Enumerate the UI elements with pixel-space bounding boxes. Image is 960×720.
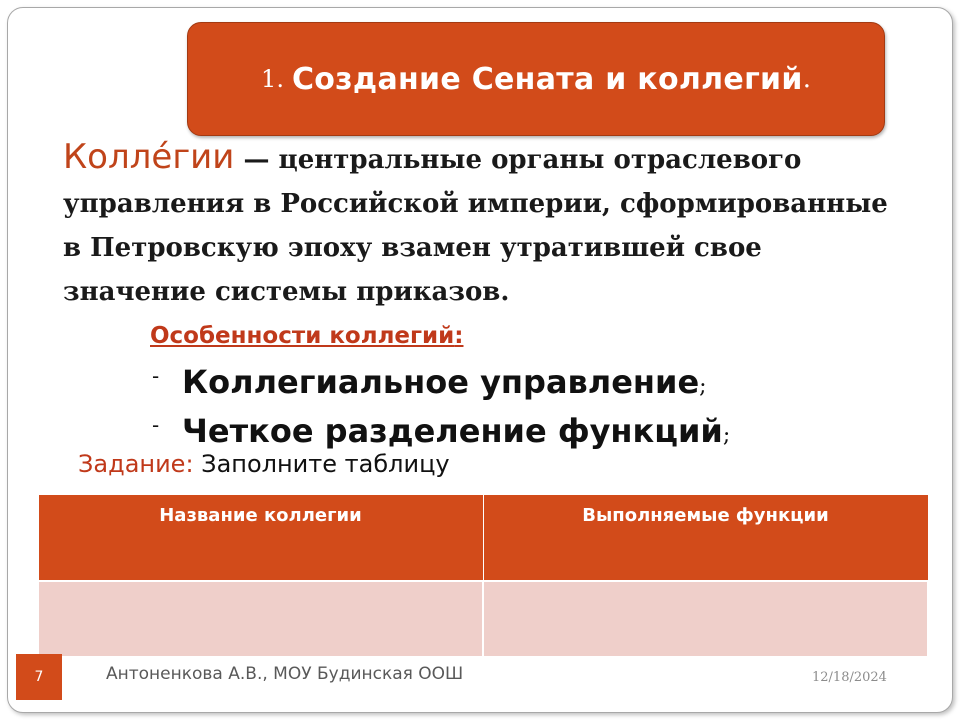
features-heading-colon: : (454, 323, 464, 349)
table-cell[interactable] (483, 581, 928, 657)
bullet-dash: - (152, 413, 160, 437)
slide-number: 7 (34, 669, 44, 685)
footer-author: Антоненкова А.В., МОУ Будинская ООШ (106, 664, 464, 684)
table-header-row (38, 495, 928, 582)
title-dot: . (802, 64, 811, 94)
features-heading (150, 323, 463, 349)
definition-term: Колле́гии (63, 137, 235, 177)
task-label: Задание: (78, 450, 194, 478)
list-item-text: Коллегиальное управление (182, 363, 700, 401)
definition-paragraph (63, 135, 913, 314)
bullet-dash: - (152, 364, 160, 388)
title-number: 1. (261, 65, 284, 93)
features-list (150, 360, 850, 458)
table-cell[interactable] (38, 581, 483, 657)
list-item (150, 360, 850, 409)
column-header: Выполняемые функции (483, 495, 928, 582)
column-header: Название коллегии (38, 495, 483, 582)
slide-number-badge (16, 654, 62, 700)
footer-date: 12/18/2024 (812, 670, 887, 685)
title-text: Создание Сената и коллегий (291, 61, 803, 97)
table-row (38, 581, 928, 657)
definition-text: — центральные органы отраслевого управления в Российской империи, сформированные в Петровскую эпоху взамен утратившей свое значение системы приказов. (63, 145, 888, 307)
list-item-punct: ; (722, 423, 731, 448)
list-item-punct: ; (699, 374, 707, 399)
list-item-text: Четкое разделение функций (182, 412, 723, 450)
task-line (78, 450, 450, 478)
features-heading-text: Особенности коллегий (150, 323, 455, 349)
title-banner (187, 22, 885, 136)
colleges-table (37, 494, 929, 658)
task-text: Заполните таблицу (193, 450, 450, 478)
